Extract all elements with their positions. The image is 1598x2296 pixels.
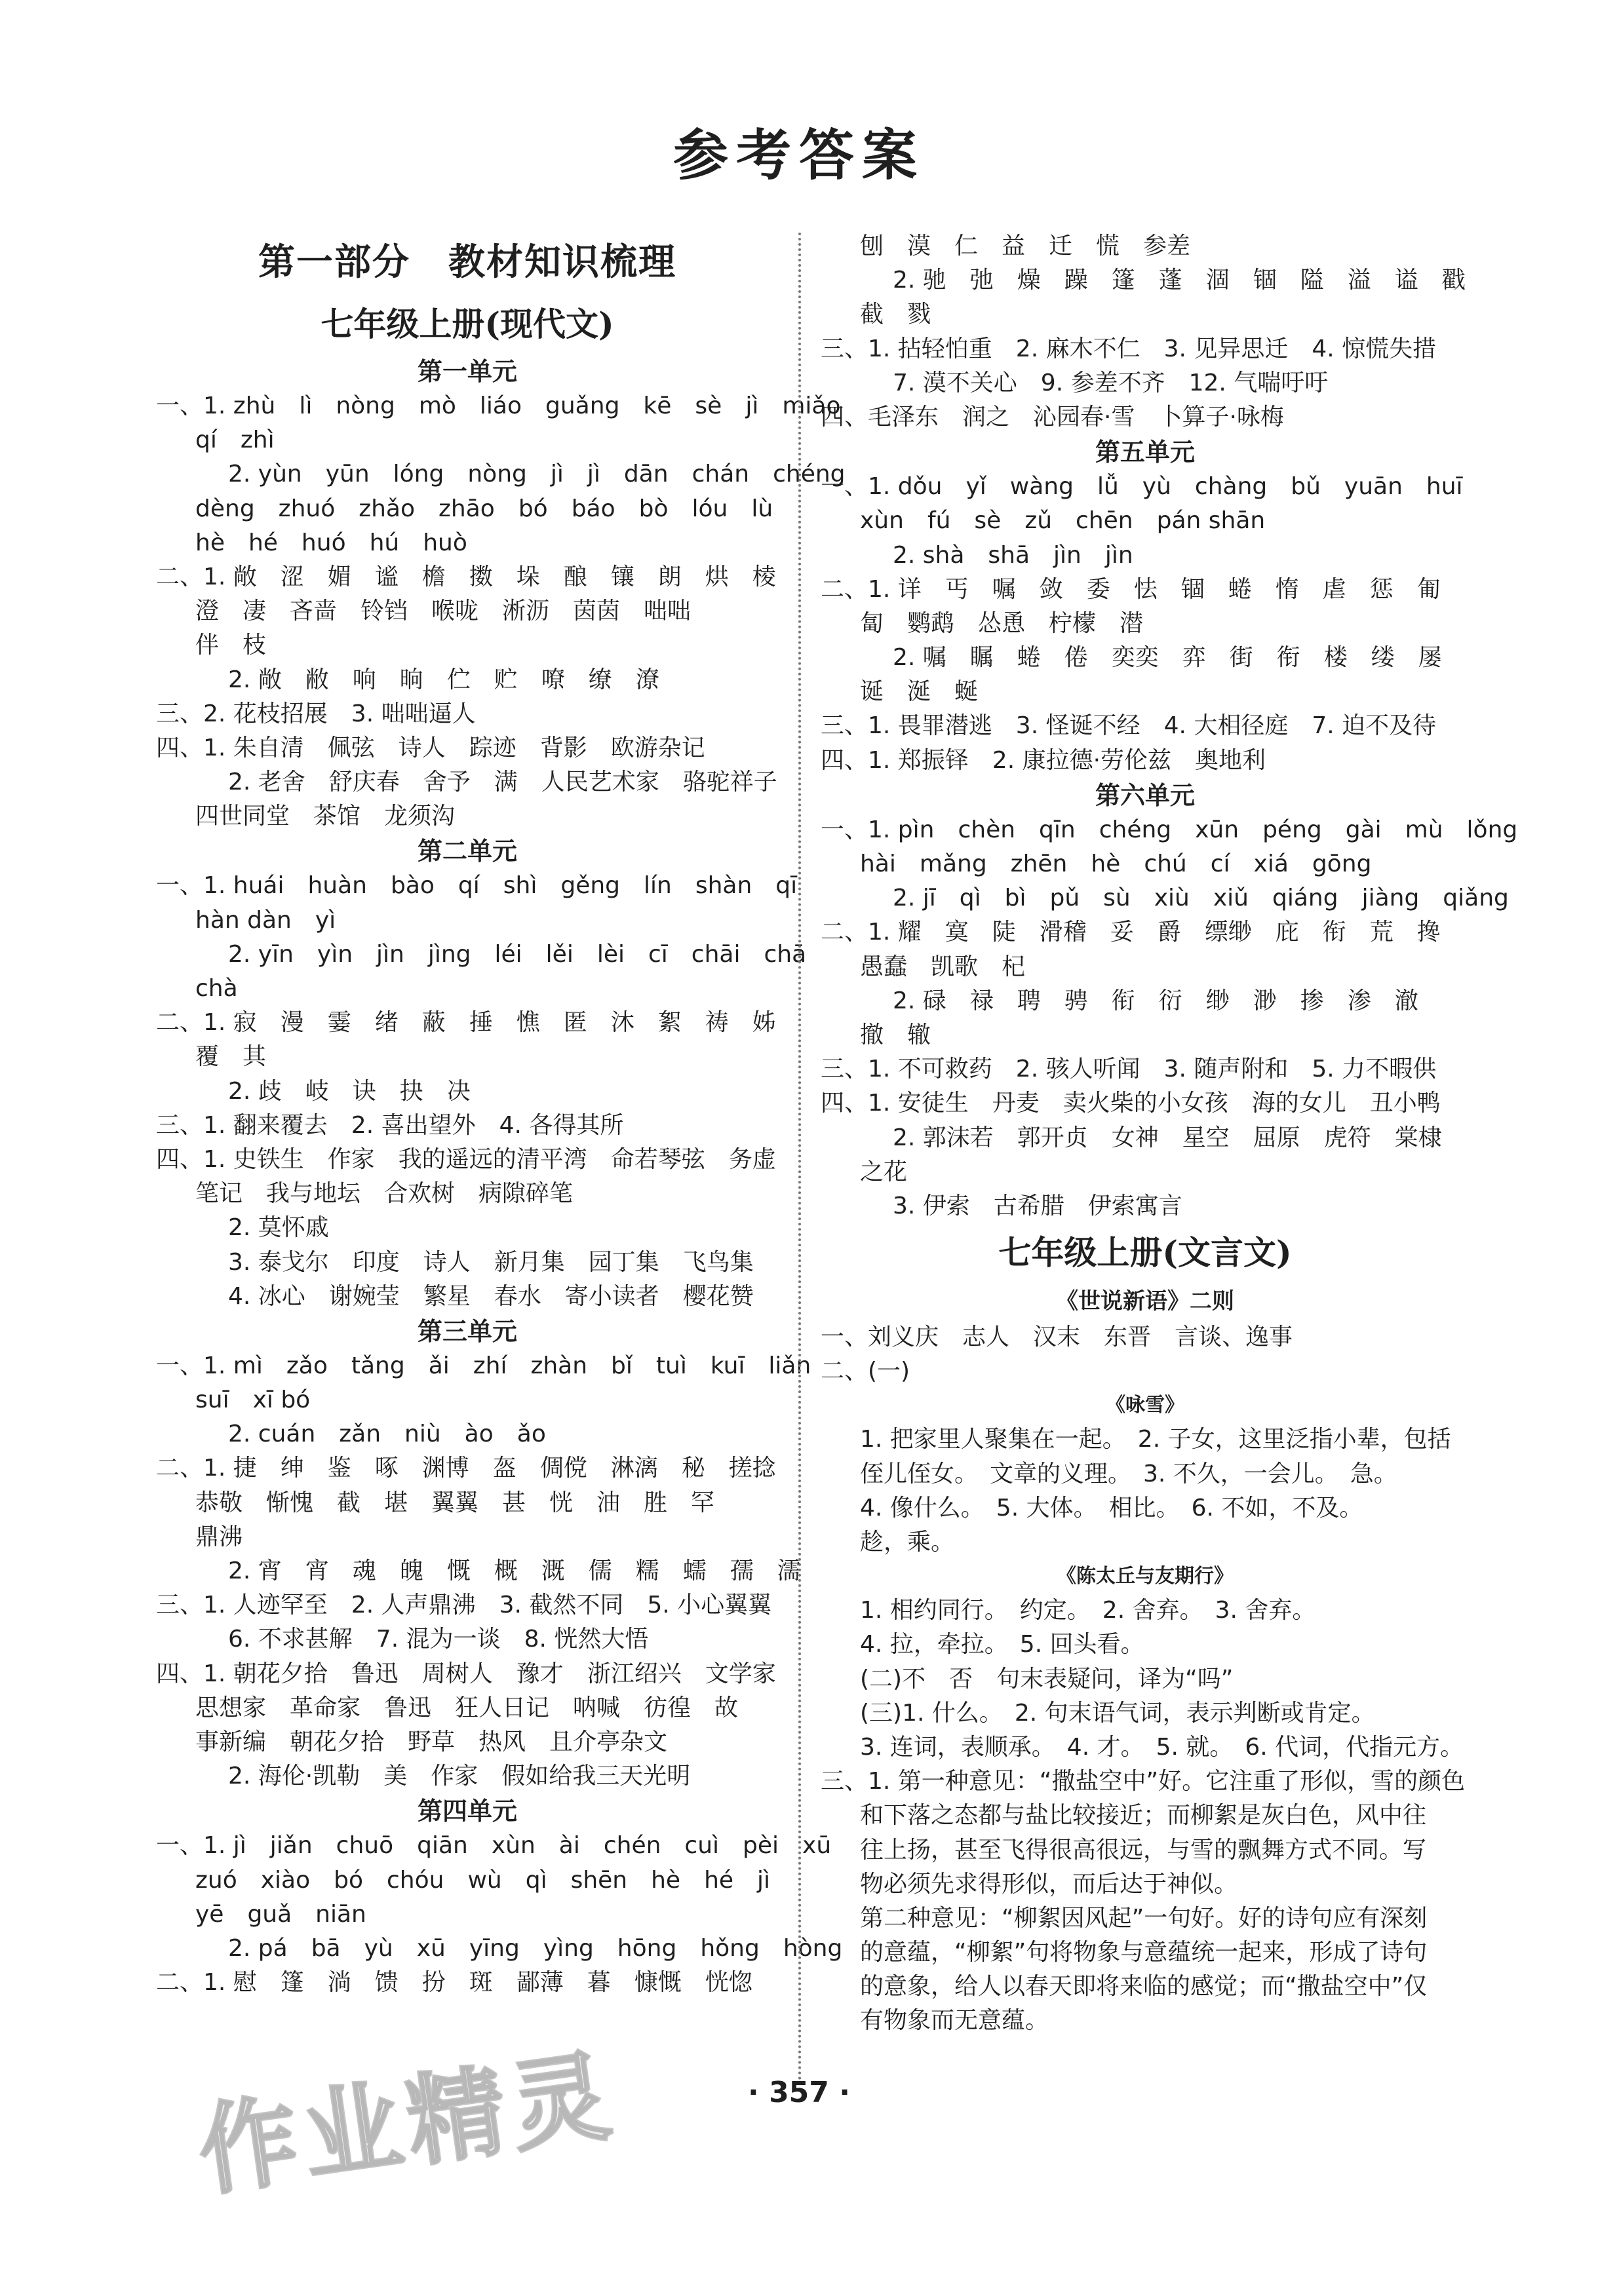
text-title: 《咏雪》: [1106, 1394, 1184, 1417]
answer-line: 四、1. 朱自清 佩弦 诗人 踪迹 背影 欧游杂记: [156, 734, 705, 761]
unit-heading: 第三单元: [417, 1316, 517, 1346]
answer-line: 2. 敞 敝 响 晌 伫 贮 嘹 缭 潦: [228, 666, 659, 693]
right-column: [821, 229, 1518, 2038]
answer-line: hè hé huó hú huò: [195, 529, 467, 556]
answer-line: 四、1. 郑振铎 2. 康拉德·劳伦兹 奥地利: [821, 746, 1266, 774]
answer-line: 1. 把家里人聚集在一起。 2. 子女，这里泛指小辈，包括: [860, 1426, 1451, 1453]
answer-line: 一、1. dǒu yǐ wàng lǚ yù chàng bǔ yuān huī: [821, 473, 1463, 501]
answer-line: 4. 拉，牵拉。 5. 回头看。: [860, 1631, 1144, 1658]
unit-heading: 第一单元: [417, 357, 517, 386]
unit-heading: 第五单元: [1095, 438, 1195, 467]
answer-line: 刨 漠 仁 益 迁 慌 参差: [860, 233, 1191, 259]
answer-line: 二、1. 详 丐 嘱 敛 委 怯 锢 蜷 惰 虐 惩 匍: [821, 575, 1441, 603]
answer-line: hài mǎng zhēn hè chú cí xiá gōng: [860, 851, 1372, 877]
answer-line: 伴 枝: [195, 632, 267, 659]
book-heading: 七年级上册(文言文): [998, 1233, 1292, 1272]
answer-line: 2. 莫怀戚: [228, 1214, 329, 1242]
answer-line: 三、2. 花枝招展 3. 咄咄逼人: [156, 700, 476, 727]
answer-line: dèng zhuó zhǎo zhāo bó báo bò lóu lù: [195, 495, 773, 522]
answer-line: 愚蠢 凯歌 杞: [860, 953, 1026, 980]
answer-line: 思想家 革命家 鲁迅 狂人日记 呐喊 彷徨 故: [195, 1694, 739, 1721]
answer-line: 一、1. mì zǎo tǎng ǎi zhí zhàn bǐ tuì kuī liǎn: [156, 1352, 811, 1379]
answer-line: 四、1. 安徒生 丹麦 卖火柴的小女孩 海的女儿 丑小鸭: [821, 1090, 1441, 1117]
answer-line: 4. 冰心 谢婉莹 繁星 春水 寄小读者 樱花赞: [228, 1282, 754, 1310]
answer-line: 一、1. zhù lì nòng mò liáo guǎng kē sè jì miǎo: [156, 392, 841, 419]
answer-line: suī xī bó: [195, 1387, 311, 1414]
answer-line: 2. 老舍 舒庆春 舍予 满 人民艺术家 骆驼祥子: [228, 769, 777, 796]
answer-line: 7. 漠不关心 9. 参差不齐 12. 气喘吁吁: [893, 369, 1329, 396]
answer-line: 和下落之态都与盐比较接近；而柳絮是灰白色，风中往: [860, 1802, 1427, 1829]
answer-line: 侄儿侄女。 文章的义理。 3. 不久，一会儿。 急。: [860, 1460, 1397, 1487]
answer-line: 2. 海伦·凯勒 美 作家 假如给我三天光明: [228, 1763, 691, 1790]
answer-line: hàn dàn yì: [195, 906, 336, 934]
answer-line: 三、1. 人迹罕至 2. 人声鼎沸 3. 截然不同 5. 小心翼翼: [156, 1592, 772, 1619]
answer-line: 趁，乘。: [860, 1529, 955, 1556]
answer-line: 三、1. 畏罪潜逃 3. 怪诞不经 4. 大相径庭 7. 迫不及待: [821, 712, 1437, 740]
answer-line: chà: [195, 975, 238, 1002]
answer-line: 笔记 我与地坛 合欢树 病隙碎笔: [195, 1180, 574, 1208]
answer-line: 澄 凄 吝啬 铃铛 喉咙 淅沥 茵茵 咄咄: [195, 598, 692, 625]
answer-line: 三、1. 第一种意见：“撒盐空中”好。它注重了形似，雪的颜色: [821, 1768, 1466, 1795]
book-heading: 七年级上册(现代文): [321, 305, 614, 343]
column-divider: [798, 233, 801, 2087]
answer-line: zuó xiào bó chóu wù qì shēn hè hé jì: [195, 1866, 771, 1894]
answer-line: 三、1. 不可救药 2. 骇人听闻 3. 随声附和 5. 力不暇供: [821, 1056, 1437, 1083]
answer-line: 覆 其: [195, 1043, 267, 1071]
answer-line: qí zhì: [195, 427, 275, 454]
answer-line: 二、(一): [821, 1358, 910, 1385]
answer-line: 撤 辙: [860, 1021, 931, 1048]
answer-line: 匐 鹦鹉 怂恿 柠檬 潜: [860, 609, 1144, 637]
unit-heading: 第二单元: [417, 837, 517, 866]
lesson-heading: 《世说新语》二则: [1056, 1288, 1234, 1315]
answer-line: 鼎沸: [195, 1523, 243, 1550]
answer-line: 物必须先求得形似，而后达于神似。: [860, 1870, 1238, 1898]
answer-line: 2. jī qì bì pǔ sù xiù xiǔ qiáng jiàng qiǎng: [893, 885, 1509, 912]
answer-line: 2. 宵 宵 魂 魄 慨 概 溉 儒 糯 蠕 孺 濡: [228, 1558, 801, 1584]
answer-line: 恭敬 惭愧 截 堪 翼翼 甚 恍 油 胜 罕: [195, 1489, 715, 1516]
answer-line: 之花: [860, 1158, 908, 1185]
answer-line: 2. cuán zǎn niù ào ǎo: [228, 1421, 546, 1448]
answer-line: 2. shà shā jìn jìn: [893, 541, 1133, 569]
answer-line: 3. 连词，表顺承。 4. 才。 5. 就。 6. 代词，代指元方。: [860, 1733, 1464, 1761]
answer-line: yē guǎ niān: [195, 1900, 366, 1928]
part-heading: 第一部分 教材知识梳理: [258, 240, 676, 284]
answer-line: 事新编 朝花夕拾 野草 热风 且介亭杂文: [195, 1728, 668, 1755]
answer-line: 有物象而无意蕴。: [860, 2007, 1049, 2035]
answer-line: 3. 泰戈尔 印度 诗人 新月集 园丁集 飞鸟集: [228, 1248, 754, 1276]
answer-line: 二、1. 慰 篷 淌 馈 扮 斑 鄙薄 暮 慷慨 恍惚: [156, 1969, 752, 1997]
answer-line: 3. 伊索 古希腊 伊索寓言: [893, 1192, 1182, 1219]
page-title: 参考答案: [672, 123, 925, 187]
answer-line: 6. 不求甚解 7. 混为一谈 8. 恍然大悟: [228, 1626, 649, 1653]
page-number: · 357 ·: [748, 2076, 850, 2109]
answer-line: xùn fú sè zǔ chēn pán shān: [860, 507, 1266, 535]
answer-line: 2. 驰 弛 燥 躁 篷 蓬 涸 锢 隘 溢 谥 戳: [893, 267, 1466, 294]
answer-line: 一、1. jì jiǎn chuō qiān xùn ài chén cuì pèi xū: [156, 1832, 832, 1860]
answer-line: 截 戮: [860, 301, 931, 328]
answer-line: 四、1. 朝花夕拾 鲁迅 周树人 豫才 浙江绍兴 文学家: [156, 1660, 776, 1687]
answer-line: 2. yùn yūn lóng nòng jì jì dān chán chéng: [228, 461, 846, 488]
answer-line: 二、1. 耀 寞 陡 滑稽 妥 爵 缥缈 庇 衔 荒 搀: [821, 919, 1441, 946]
answer-line: 2. 歧 岐 诀 抉 决: [228, 1077, 471, 1105]
answer-line: 第二种意见：“柳絮因风起”一句好。好的诗句应有深刻: [860, 1904, 1428, 1932]
answer-line: (三)1. 什么。 2. 句末语气词，表示判断或肯定。: [860, 1699, 1375, 1727]
answer-line: 1. 相约同行。 约定。 2. 舍弃。 3. 舍弃。: [860, 1597, 1316, 1624]
answer-line: 的意象，给人以春天即将来临的感觉；而“撒盐空中”仅: [860, 1973, 1428, 2000]
unit-heading: 第四单元: [417, 1797, 517, 1826]
text-title: 《陈太丘与友期行》: [1057, 1565, 1234, 1588]
answer-line: 一、1. pìn chèn qīn chéng xūn péng gài mù lǒng: [821, 816, 1518, 843]
answer-line: 四世同堂 茶馆 龙须沟: [195, 803, 456, 830]
left-column: [156, 229, 846, 2000]
answer-line: 诞 涎 蜒: [860, 678, 979, 706]
answer-line: 4. 像什么。 5. 大体。 相比。 6. 不如，不及。: [860, 1494, 1363, 1521]
answer-line: 二、1. 寂 漫 霎 绪 蔽 捶 憔 匿 沐 絮 祷 姊: [156, 1009, 776, 1037]
answer-line: 2. 郭沫若 郭开贞 女神 星空 屈原 虎符 棠棣: [893, 1124, 1442, 1151]
answer-line: 二、1. 敞 涩 媚 谧 檐 擞 垛 酿 镶 朗 烘 棱: [156, 563, 776, 590]
answer-line: 四、毛泽东 润之 沁园春·雪 卜算子·咏梅: [821, 403, 1284, 430]
answer-line: 三、1. 翻来覆去 2. 喜出望外 4. 各得其所: [156, 1111, 624, 1139]
answer-line: 2. 嘱 瞩 蜷 倦 奕奕 弈 街 衔 楼 缕 屡: [893, 644, 1442, 672]
answer-line: (二)不 否 句末表疑问，译为“吗”: [860, 1665, 1234, 1693]
answer-line: 2. yīn yìn jìn jìng léi lěi lèi cī chāi chā: [228, 940, 807, 968]
answer-line: 四、1. 史铁生 作家 我的遥远的清平湾 命若琴弦 务虚: [156, 1145, 776, 1173]
answer-line: 一、刘义庆 志人 汉末 东晋 言谈、逸事: [821, 1324, 1293, 1351]
answer-line: 2. 碌 禄 聘 骋 衔 衍 缈 渺 掺 渗 澈: [893, 987, 1418, 1014]
answer-line: 2. pá bā yù xū yīng yìng hōng hǒng hòng: [228, 1934, 843, 1962]
answer-line: 三、1. 拈轻怕重 2. 麻木不仁 3. 见异思迁 4. 惊慌失措: [821, 335, 1437, 362]
answer-line: 一、1. huái huàn bào qí shì gěng lín shàn qī: [156, 872, 798, 900]
answer-line: 往上扬，甚至飞得很高很远，与雪的飘舞方式不同。写: [860, 1836, 1427, 1864]
unit-heading: 第六单元: [1095, 780, 1195, 810]
answer-line: 的意蕴，“柳絮”句将物象与意蕴统一起来，形成了诗句: [860, 1939, 1428, 1966]
watermark-logo: 作业精灵: [191, 2038, 623, 2210]
answer-line: 二、1. 捷 绅 鉴 啄 渊博 盔 倜傥 淋漓 秘 搓捻: [156, 1455, 776, 1482]
